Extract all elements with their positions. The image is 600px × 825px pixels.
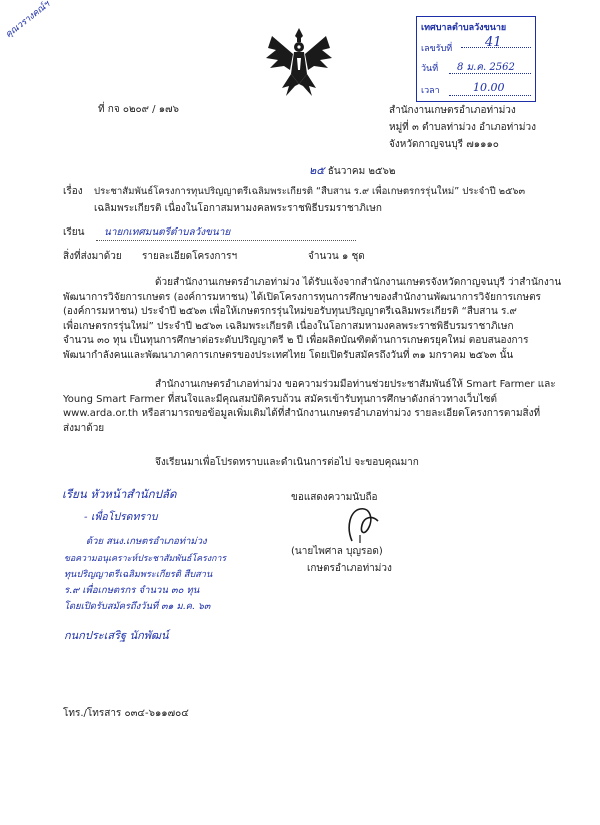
para1-line: จำนวน ๓๐ ทุน เป็นทุนการศึกษาต่อระดับปริญญาตรี ๒ ปี เพื่อผลิตบัณฑิตด้านการเกษตรยุคใหม่ ตอบสนองการ (63, 335, 529, 347)
handwritten-line-3: ด้วย สนง.เกษตรอำเภอท่าม่วง (86, 536, 207, 547)
stamp-time-label: เวลา (421, 86, 440, 96)
to-dotted-line (96, 240, 356, 241)
to-recipient-handwritten: นายกเทศมนตรีตำบลวังขนาย (104, 227, 231, 238)
signature-icon (330, 505, 390, 545)
to-label: เรียน (63, 227, 85, 238)
body-paragraph-2 (63, 378, 556, 436)
receipt-stamp (416, 16, 536, 102)
handwritten-line-1: เรียน หัวหน้าสำนักปลัด (62, 487, 177, 501)
para1-line: ด้วยสำนักงานเกษตรอำเภอท่าม่วง ได้รับแจ้งจากสำนักงานเกษตรจังหวัดกาญจนบุรี ว่าสำนักงาน (155, 277, 562, 288)
para2-line: Young Smart Farmer ที่สนใจและมีคุณสมบัติครบถ้วน สมัครเข้ารับทุนการศึกษาดังกล่าวทางเว็บไซต์ (63, 393, 498, 405)
stamp-number-label: เลขรับที่ (421, 44, 453, 54)
subject-label: เรื่อง (63, 186, 83, 197)
handwritten-line-7: โดยเปิดรับสมัครถึงวันที่ ๓๑ ม.ค. ๖๓ (64, 601, 211, 612)
stamp-date-value: 8 ม.ค. 2562 (457, 62, 515, 73)
handwritten-line-8: กนกประเสริฐ นักพัฒน์ (64, 629, 169, 642)
stamp-date-label: วันที่ (421, 64, 439, 74)
para1-line: เพื่อเกษตรกรรุ่นใหม่” ประจำปี ๒๕๖๓ เฉลิมพระเกียรติ เนื่องในโอกาสมหามงคลพระราชพิธีบรมราชาภิเษก (63, 320, 514, 332)
subject-line-2: เฉลิมพระเกียรติ เนื่องในโอกาสมหามงคลพระราชพิธีบรมราชาภิเษก (94, 203, 382, 214)
phone-fax: โทร./โทรสาร ๐๓๔-๖๑๑๗๐๔ (63, 708, 189, 719)
sender-line-2: หมู่ที่ ๓ ตำบลท่าม่วง อำเภอท่าม่วง (389, 122, 536, 133)
para2-line: www.arda.or.th หรือสามารถขอข้อมูลเพิ่มเติมได้ที่สำนักงานเกษตรอำเภอท่าม่วง รายละเอียดโครงการตามสิ่งที่ (63, 408, 541, 420)
signer-title: เกษตรอำเภอท่าม่วง (307, 563, 392, 574)
para2-line: สำนักงานเกษตรอำเภอท่าม่วง ขอความร่วมมือท่านช่วยประชาสัมพันธ์ให้ Smart Farmer และ (155, 379, 556, 390)
stamp-org: เทศบาลตำบลวังขนาย (421, 23, 507, 33)
sender-line-3: จังหวัดกาญจนบุรี ๗๑๑๑๐ (389, 139, 499, 150)
handwritten-line-4: ขอความอนุเคราะห์ประชาสัมพันธ์โครงการ (64, 554, 227, 564)
handwritten-line-2: - เพื่อโปรดทราบ (84, 511, 158, 523)
para1-line: (องค์การมหาชน) ประจำปี ๒๕๖๓ เพื่อให้เกษตรกรรุ่นใหม่ขอรับทุนปริญญาตรีเฉลิมพระเกียรติ “สืบสาน ร.๙ (63, 306, 517, 318)
handwritten-line-6: ร.๙ เพื่อเกษตรกร จำนวน ๓๐ ทุน (64, 585, 200, 596)
closing-request: จึงเรียนมาเพื่อโปรดทราบและดำเนินการต่อไป จะขอบคุณมาก (155, 457, 419, 468)
subject-line-1: ประชาสัมพันธ์โครงการทุนปริญญาตรีเฉลิมพระเกียรติ “สืบสาน ร.๙ เพื่อเกษตรกรรุ่นใหม่” ประจำปี ๒๕๖๓ (94, 186, 526, 197)
stamp-number-value: 41 (485, 35, 502, 50)
enclosure-value: รายละเอียดโครงการฯ (142, 251, 238, 262)
date-day: ๒๕ (309, 164, 325, 177)
closing-phrase: ขอแสดงความนับถือ (291, 492, 378, 503)
enclosure-label: สิ่งที่ส่งมาด้วย (63, 251, 122, 262)
para1-line: พัฒนาการวิจัยการเกษตร (องค์การมหาชน) ได้เปิดโครงการทุนการศึกษาของสำนักงานพัฒนาการวิจัยการเกษตร (63, 291, 541, 303)
corner-handwritten-note: คุณวรางคณ์ฯ (3, 0, 52, 41)
garuda-emblem-icon (262, 26, 336, 100)
body-paragraph-1 (63, 276, 562, 364)
document-date (309, 164, 396, 179)
stamp-time-value: 10.00 (473, 81, 505, 94)
handwritten-line-5: ทุนปริญญาตรีเฉลิมพระเกียรติ สืบสาน (64, 569, 213, 580)
document-number: ที่ กจ ๐๒๐๙ / ๑๗๖ (98, 104, 179, 115)
para1-line: พัฒนากำลังคนและพัฒนาภาคการเกษตรของประเทศไทย โดยเปิดรับสมัครถึงวันที่ ๓๑ มกราคม ๒๕๖๓ นั้น (63, 349, 514, 361)
enclosure-count: จำนวน ๑ ชุด (308, 251, 365, 262)
signer-name: (นายไพศาล บุญรอด) (291, 546, 383, 557)
para2-line: ส่งมาด้วย (63, 422, 105, 434)
date-month-year: ธันวาคม ๒๕๖๒ (327, 166, 396, 177)
sender-line-1: สำนักงานเกษตรอำเภอท่าม่วง (389, 105, 516, 116)
